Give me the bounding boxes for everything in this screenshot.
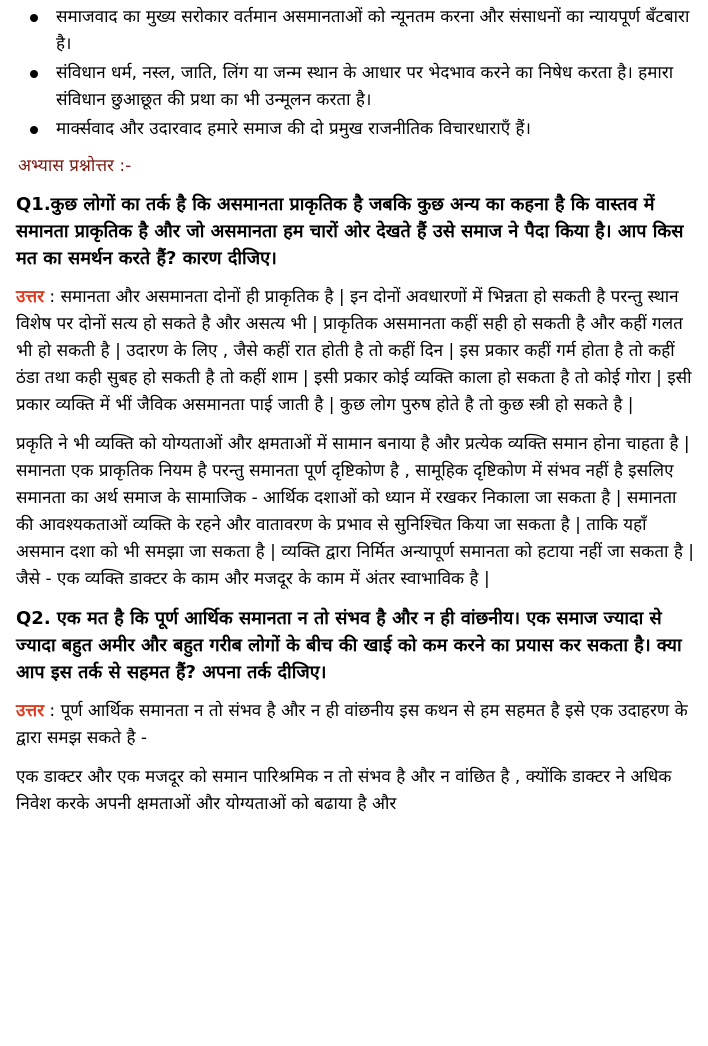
answer-2 (16, 698, 696, 752)
answer-1 (16, 284, 696, 419)
answer-2-paragraph: एक डाक्टर और एक मजदूर को समान पारिश्रमिक न तो संभव है और न वांछित है , क्योंकि डाक्टर ने अधिक निवेश करके अपनी क्षमताओं और योग्यताओं को बढाया है और (16, 767, 672, 814)
answer-1-text: : समानता और असमानता दोनों ही प्राकृतिक है | इन दोनों अवधारणों में भिन्नता हो सकती है परन्तु स्थान विशेष पर दोनों सत्य हो सकते है और असत्य भी | प्राकृतिक असमानता कहीं सही हो सकती है और कहीं गलत भी हो सकती है | उदारण के लिए , जैसे कहीं रात होती है तो कहीं दिन | इस प्रकार कहीं गर्म होता है तो कहीं ठंडा तथा कही सुबह हो सकती है तो कहीं शाम | इसी प्रकार कोई व्यक्ति काला हो सकता है तो कोई गोरा | इसी प्रकार व्यक्ति में भीं जैविक असमानता पाई जाती है | कुछ लोग पुरुष होते है तो कुछ स्त्री हो सकते है | (16, 287, 692, 415)
question-1: Q1.कुछ लोगों का तर्क है कि असमानता प्राकृतिक है जबकि कुछ अन्य का कहना है कि वास्तव में समानता प्राकृतिक है और जो असमानता हम चारों ओर देखते हैं उसे समाज ने पैदा किया है। आप किस मत का समर्थन करते हैं? कारण दीजिए। (16, 194, 684, 269)
bullet-item: मार्क्सवाद और उदारवाद हमारे समाज की दो प्रमुख राजनीतिक विचारधाराएँ हैं। (56, 116, 696, 143)
exercise-heading: अभ्यास प्रश्नोत्तर :- (18, 156, 132, 176)
bullet-item: संविधान धर्म, नस्ल, जाति, लिंग या जन्म स्थान के आधार पर भेदभाव करने का निषेध करता है। हमारा संविधान छुआछूत की प्रथा का भी उन्मूलन करता है। (56, 60, 696, 114)
answer-label: उत्तर (16, 701, 45, 721)
answer-label: उत्तर (16, 287, 45, 307)
summary-bullet-list (16, 4, 696, 143)
bullet-item: समाजवाद का मुख्य सरोकार वर्तमान असमानताओं को न्यूनतम करना और संसाधनों का न्यायपूर्ण बँटबारा है। (56, 4, 696, 58)
answer-1-paragraph: प्रकृति ने भी व्यक्ति को योग्यताओं और क्षमताओं में सामान बनाया है और प्रत्येक व्यक्ति समान होना चाहता है | समानता एक प्राकृतिक नियम है परन्तु समानता पूर्ण दृष्टिकोण है , सामूहिक दृष्टिकोण में संभव नहीं है इसलिए समानता का अर्थ समाज के सामाजिक - आर्थिक दशाओं को ध्यान में रखकर निकाला जा सकता है | समानता की आवश्यकताओं व्यक्ति के रहने और वातावरण के प्रभाव से सुनिश्चित किया जा सकता है | ताकि यहाँ असमान दशा को भी समझा जा सकता है | व्यक्ति द्वारा निर्मित अन्यापूर्ण समानता को हटाया नहीं जा सकता है | जैसे - एक व्यक्ति डाक्टर के काम और मजदूर के काम में अंतर स्वाभाविक है | (16, 434, 694, 589)
answer-2-text: : पूर्ण आर्थिक समानता न तो संभव है और न ही वांछनीय इस कथन से हम सहमत है इसे एक उदाहरण के द्वारा समझ सकते है - (16, 701, 688, 748)
question-2: Q2. एक मत है कि पूर्ण आर्थिक समानता न तो संभव है और न ही वांछनीय। एक समाज ज्यादा से ज्यादा बहुत अमीर और बहुत गरीब लोगों के बीच की खाई को कम करने का प्रयास कर सकता है। क्या आप इस तर्क से सहमत हैं? अपना तर्क दीजिए। (16, 608, 682, 683)
